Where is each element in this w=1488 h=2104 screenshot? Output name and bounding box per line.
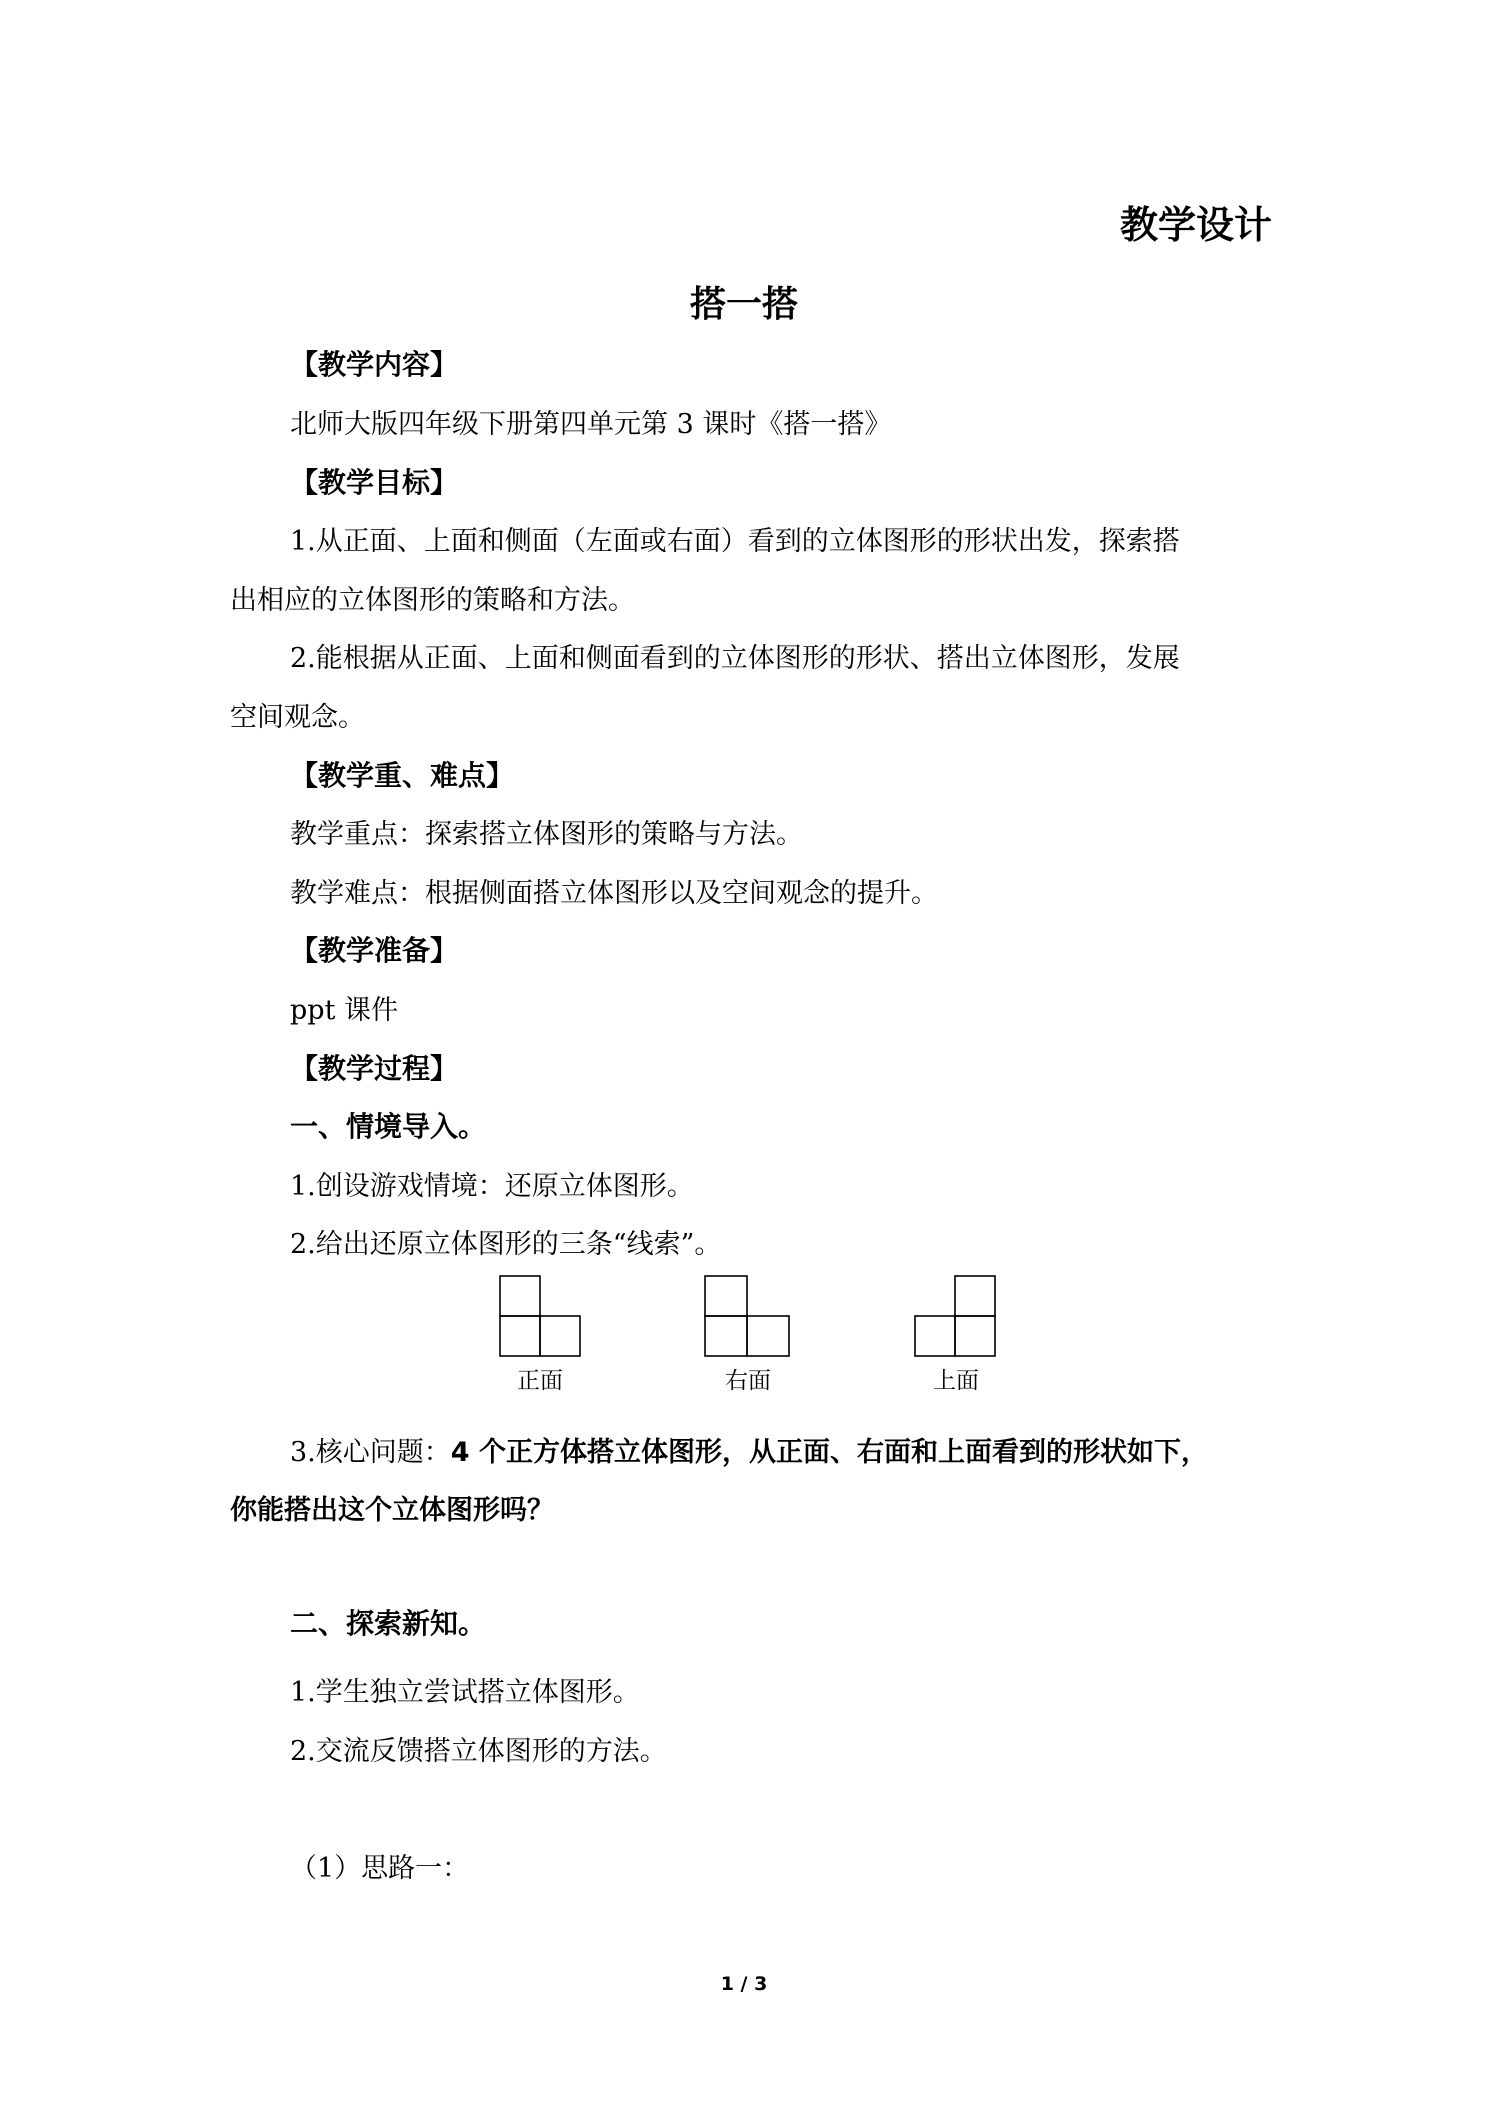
- front-view-label: 正面: [517, 1368, 563, 1394]
- front-view-square: [540, 1316, 580, 1356]
- right-view-square: [747, 1316, 789, 1356]
- top-view-label: 上面: [933, 1368, 979, 1394]
- right-view-label: 右面: [725, 1368, 771, 1394]
- top-view-square: [915, 1316, 955, 1356]
- part-1-item-2: 2.给出还原立体图形的三条“线索”。: [290, 1229, 722, 1260]
- key-point-text: 教学重点：探索搭立体图形的策略与方法。: [290, 819, 803, 850]
- right-view-square: [705, 1316, 747, 1356]
- three-view-diagrams: [480, 1270, 1040, 1400]
- core-question-prefix: 3.核心问题：: [290, 1437, 451, 1468]
- section-heading-content: 【教学内容】: [290, 348, 459, 381]
- part-1-heading: 一、情境导入。: [290, 1110, 487, 1143]
- core-question-line-2: 你能搭出这个立体图形吗？: [230, 1495, 554, 1526]
- core-question-bold: 4 个正方体搭立体图形，从正面、右面和上面看到的形状如下，: [450, 1437, 1208, 1468]
- page-number: 1 / 3: [720, 1973, 768, 1995]
- section-heading-key-points: 【教学重、难点】: [290, 759, 515, 792]
- goal-1-line-1: 1.从正面、上面和侧面（左面或右面）看到的立体图形的形状出发，探索搭: [290, 526, 1180, 557]
- part-2-item-1: 1.学生独立尝试搭立体图形。: [290, 1677, 640, 1708]
- document-type-title: 教学设计: [1119, 203, 1272, 247]
- part-2-subitem-1: （1）思路一：: [290, 1853, 470, 1884]
- part-2-item-2: 2.交流反馈搭立体图形的方法。: [290, 1736, 667, 1767]
- top-view-square: [955, 1276, 995, 1316]
- part-2-heading: 二、探索新知。: [290, 1607, 487, 1640]
- content-text: 北师大版四年级下册第四单元第 3 课时《搭一搭》: [290, 409, 892, 440]
- front-view-square: [500, 1316, 540, 1356]
- goal-1-line-2: 出相应的立体图形的策略和方法。: [230, 585, 635, 616]
- top-view-square: [955, 1316, 995, 1356]
- section-heading-goals: 【教学目标】: [290, 466, 459, 499]
- goal-2-line-2: 空间观念。: [230, 702, 365, 733]
- right-view-square: [705, 1276, 747, 1316]
- goal-2-line-1: 2.能根据从正面、上面和侧面看到的立体图形的形状、搭出立体图形，发展: [290, 643, 1180, 674]
- lesson-title: 搭一搭: [689, 284, 798, 325]
- section-heading-preparation: 【教学准备】: [290, 934, 459, 967]
- core-question-line-1: [290, 1430, 1208, 1469]
- section-heading-process: 【教学过程】: [290, 1052, 459, 1085]
- front-view-square: [500, 1276, 540, 1316]
- preparation-text: ppt 课件: [290, 995, 398, 1026]
- difficult-point-text: 教学难点：根据侧面搭立体图形以及空间观念的提升。: [290, 878, 938, 909]
- part-1-item-1: 1.创设游戏情境：还原立体图形。: [290, 1171, 694, 1202]
